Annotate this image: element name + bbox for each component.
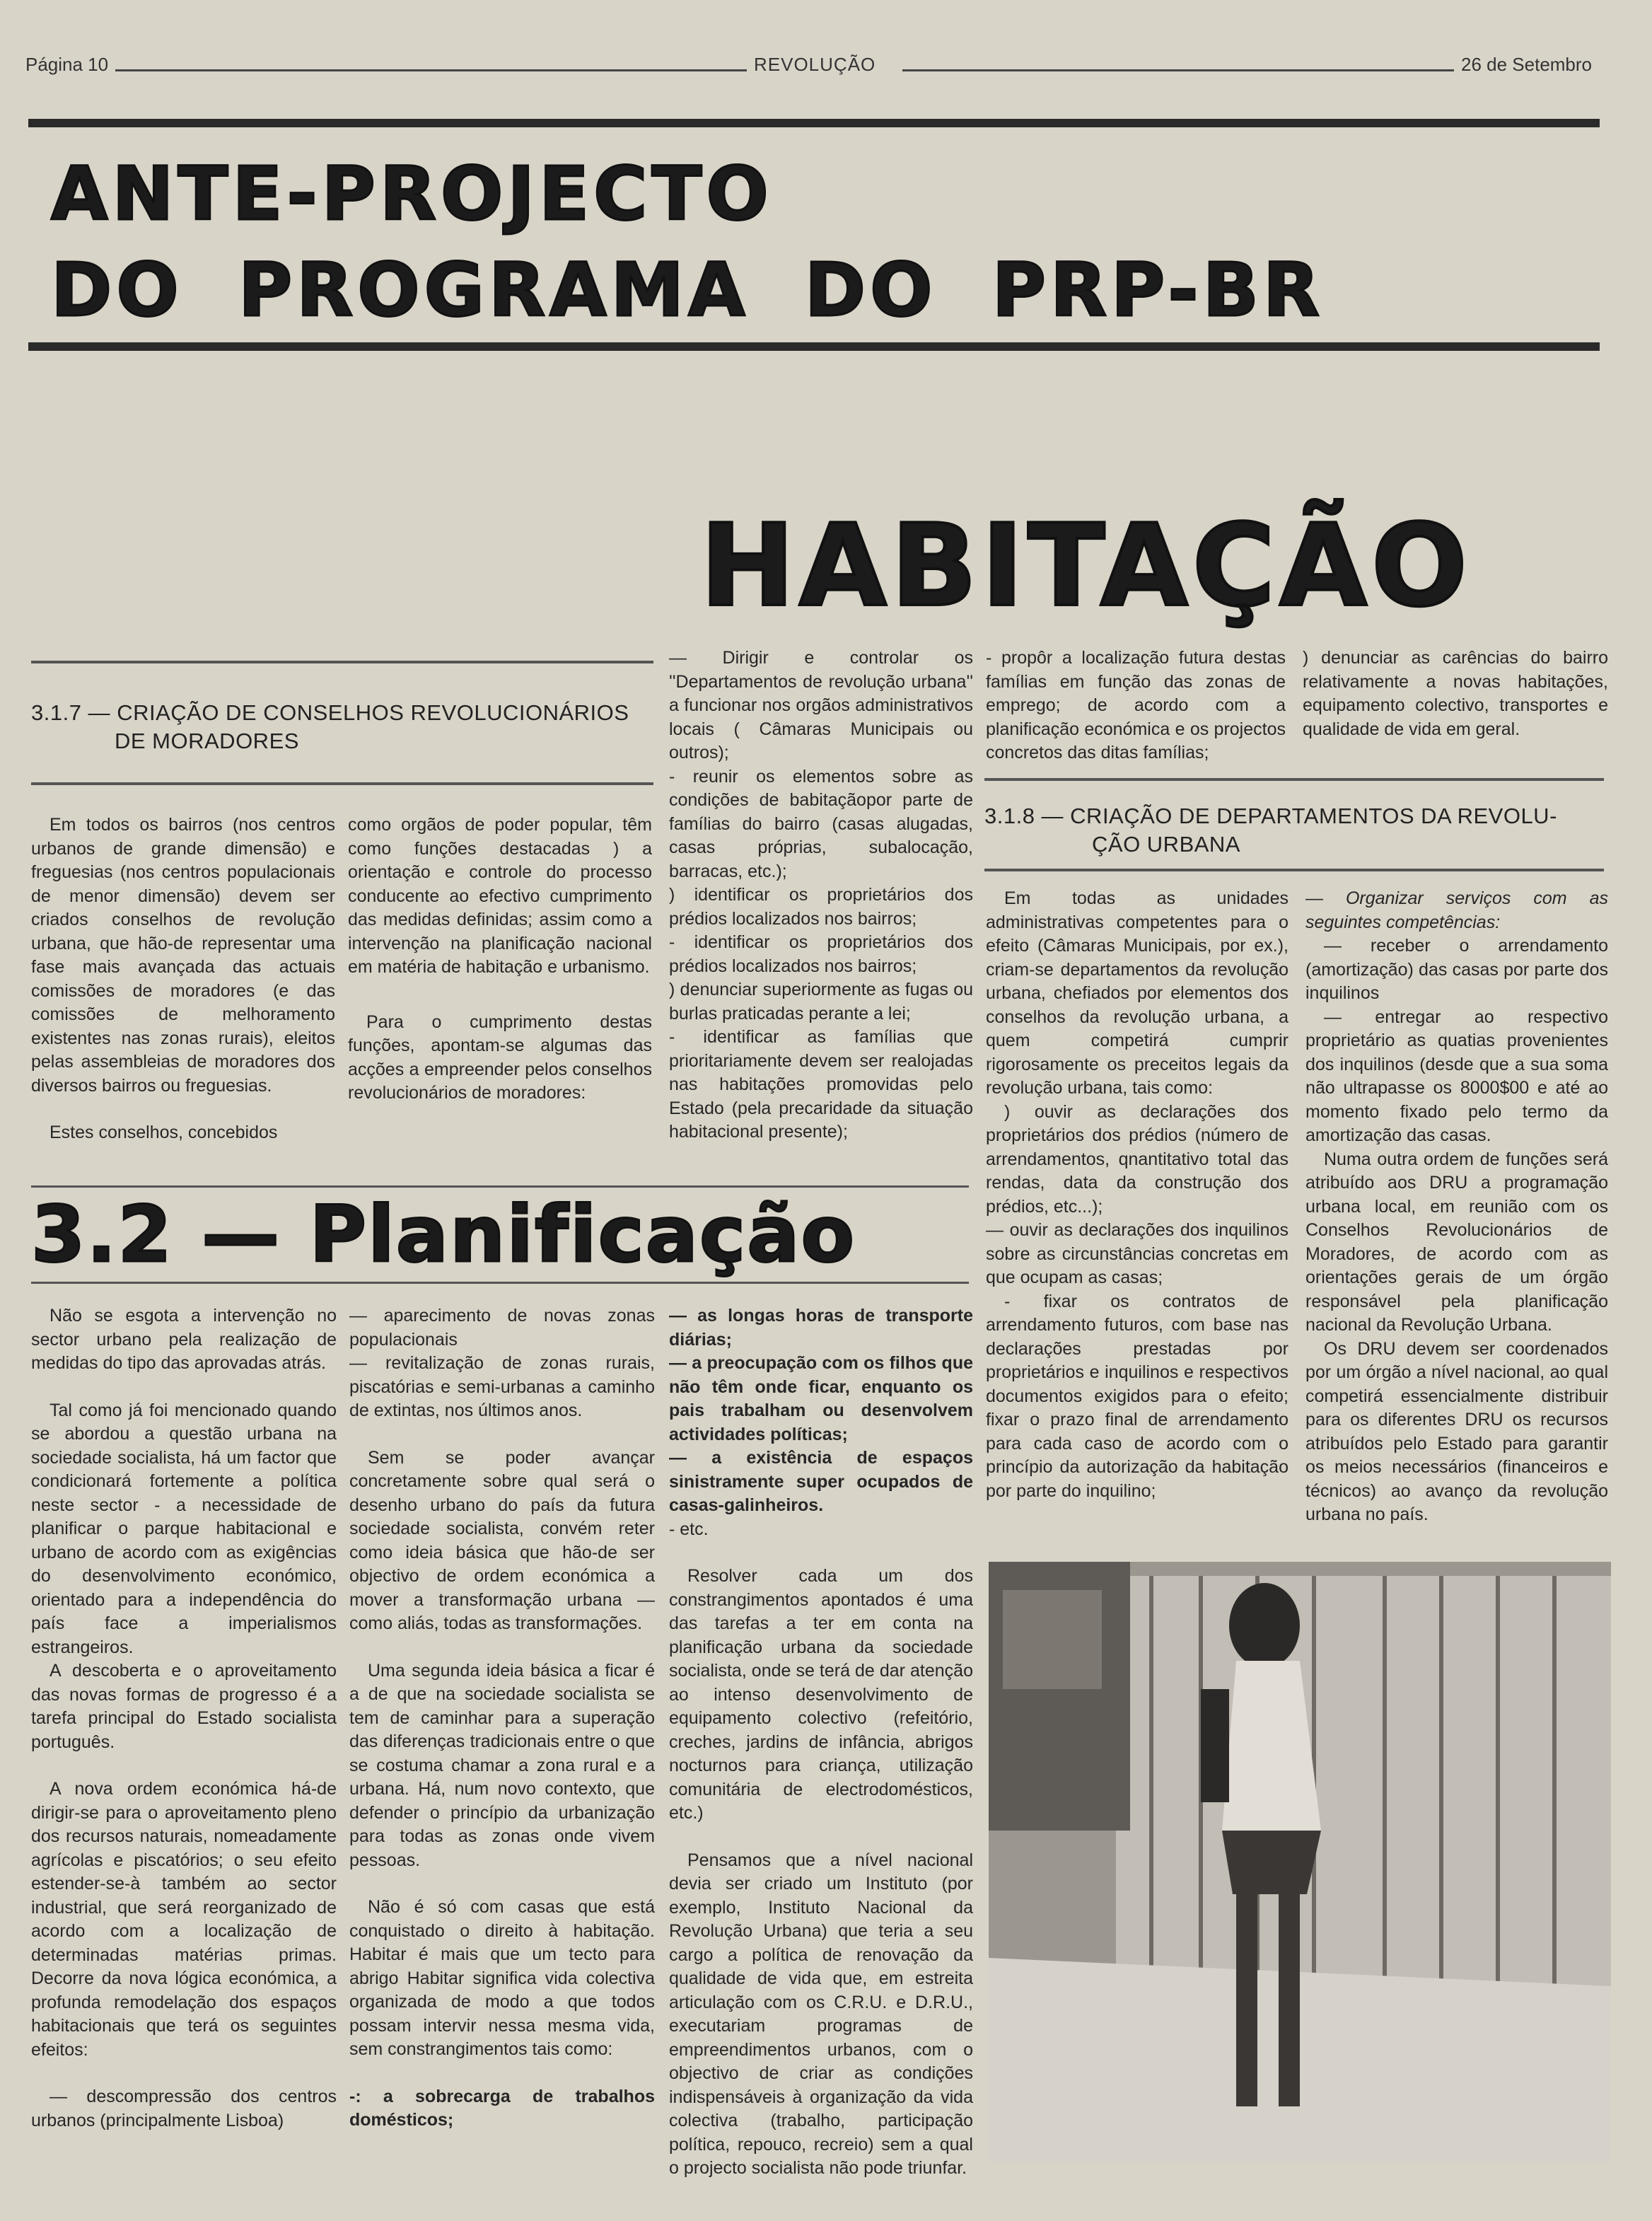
s32-list-item: — descompressão dos centros urbanos (principalmente Lisboa) xyxy=(31,2087,337,2130)
s318-list-item: — entregar ao respectivo proprietário as quatias provenientes dos inquilinos (desde que a sua soma não ultrapasse os 8000$00 e até ao momento fixado pelo termo da amortização das casas. xyxy=(1305,1007,1608,1145)
heading-3-1-7-line2: DE MORADORES xyxy=(115,729,299,753)
heading-3-1-7-line1: CRIAÇÃO DE CONSELHOS REVOLUCIONÁRIOS xyxy=(117,700,629,725)
s32-paragraph: Resolver cada um dos constrangimentos apontados é uma das tarefas a ter em conta na planificação urbana da sociedade socialista, onde se terá de dar atenção ao intenso desenvolvimento de equipamento colectivo (refeitório, creches, jardins de infância, abrigos nocturnos para criança, utilização comunitária de electrodomésticos, etc.) xyxy=(669,1566,973,1823)
s32-paragraph: Tal como já foi mencionado quando se abordou a questão urbana na sociedade socialista, há um factor que condicionará fortemente a política neste sector - a necessidade de planificar o parque habitacional e urbano de acordo com as exigências do desenvolvimento económico, orientado para a independência do país face a imperialismos estrangeiros. xyxy=(31,1400,337,1657)
s32-list-item: — a existência de espaços sinistramente super ocupados de casas-galinheiros. xyxy=(669,1448,973,1515)
s32-list-item: — as longas horas de transporte diárias; xyxy=(669,1306,973,1350)
s318-column-1 xyxy=(986,887,1289,1503)
s317-paragraph: Estes conselhos, concebidos xyxy=(50,1123,278,1142)
s32-list-item: - etc. xyxy=(669,1519,709,1539)
s317-list-item: ) denunciar as carências do bairro relativamente a novas habitações, equipamento colectivo, transportes e qualidade de vida em geral. xyxy=(1303,648,1608,739)
s317-column-4 xyxy=(986,646,1286,765)
s32-paragraph: Não é só com casas que está conquistado o direito à habitação. Habitar é mais que um tecto para abrigo Habitar significa vida colectiva organizada de modo a que todos possam intervir nessa mesma vida, sem constrangimentos tais como: xyxy=(349,1897,655,2059)
s32-paragraph: A descoberta e o aproveitamento das novas formas de progresso é a tarefa principal do Estado socialista português. xyxy=(31,1661,337,1752)
s317-list-item: - identificar as famílias que prioritariamente devem ser realojadas nas habitações promovidas pelo Estado (pela precaridade da situação habitacional presente); xyxy=(669,1027,973,1142)
s317-column-1 xyxy=(31,813,335,1145)
heading-3-1-7-number: 3.1.7 — xyxy=(31,700,111,725)
s32-list-item: — aparecimento de novas zonas populacionais xyxy=(349,1306,655,1350)
s318-list-item: ) ouvir as declarações dos proprietários dos prédios (número de arrendamentos, qnantitativo total das rendas, data da construção dos prédios, etc...); xyxy=(986,1101,1289,1217)
heading-3-2: 3.2 — Planificação xyxy=(31,1189,856,1280)
rule-317-top xyxy=(31,661,653,663)
issue-date: 26 de Setembro xyxy=(1454,54,1599,76)
s32-paragraph: Não se esgota a intervenção no sector urbano pela realização de medidas do tipo das aprovadas atrás. xyxy=(31,1306,337,1373)
section-title: HABITAÇÃO xyxy=(700,499,1472,632)
photo-illustration xyxy=(989,1562,1611,2163)
heading-3-1-7 xyxy=(31,699,653,755)
s32-paragraph: Uma segunda ideia básica a ficar é a de que na sociedade socialista se tem de caminhar para a superação das diferenças tradicionais entre o que se costuma chamar a zona rural e a urbana. Há, num novo contexto, que defender o princípio da urbanização para todas as zonas onde vivem pessoas. xyxy=(349,1660,655,1870)
s318-list-item: — receber o arrendamento (amortização) das casas por parte dos inquilinos xyxy=(1305,936,1608,1003)
heading-3-1-8 xyxy=(984,802,1607,859)
main-title-line2: DO PROGRAMA DO PRP-BR xyxy=(51,247,1324,333)
heading-3-1-8-line1: 3.1.8 — CRIAÇÃO DE DEPARTAMENTOS DA REVOLU- xyxy=(984,804,1557,828)
photo-child-by-shack xyxy=(989,1562,1611,2163)
s318-list-item: - fixar os contratos de arrendamento futuros, com base nas declarações prestadas por proprietários e inquilinos e respectivos documentos exigidos para o efeito; fixar o prazo final de arrendamento para cada caso de acordo com o princípio da autorização da habitação por parte do inquilino; xyxy=(986,1291,1289,1501)
heading-3-1-8-line2: ÇÃO URBANA xyxy=(1092,832,1240,857)
header-rule-right xyxy=(902,69,1461,71)
s317-paragraph: Em todos os bairros (nos centros urbanos de grande dimensão) e freguesias (nos centros populacionais de menor dimensão) devem ser criados conselhos de revolução urbana, que hão-de representar uma fase mais avançada das actuais comissões de moradores (e das comissões de melhoramento existentes nas zonas rurais), eleitos pelas assembleias de moradores dos diversos bairros ou freguesias. xyxy=(31,815,335,1096)
rule-32-bottom xyxy=(31,1282,969,1284)
s317-column-5 xyxy=(1303,646,1608,741)
s32-paragraph: Sem se poder avançar concretamente sobre qual será o desenho urbano do país da futura sociedade socialista, convém reter como ideia básica que hão-de ser objectivo de ordem económica a mover a transformação urbana — como aliás, todas as transformações. xyxy=(349,1447,655,1633)
s318-paragraph: Os DRU devem ser coordenados por um órgão a nível nacional, ao qual competirá essencialmente distribuir para os diferentes DRU os recursos atribuídos pelo Estado para garantir os meios necessários (financeiros e técnicos) ao avanço da revolução urbana no país. xyxy=(1305,1338,1608,1524)
s32-paragraph: A nova ordem económica há-de dirigir-se para o aproveitamento pleno dos recursos naturais, nomeadamente agrícolas e piscatórios; o seu efeito estender-se-à também ao sector industrial, que será reorganizado de acordo com a localização de determinadas matérias primas. Decorre da nova lógica económica, a profunda remodelação dos espaços habitacionais que terá os seguintes efeitos: xyxy=(31,1779,337,2060)
masthead-bottom-bar xyxy=(28,342,1600,351)
running-header xyxy=(25,50,1602,81)
main-title-line1: ANTE-PROJECTO xyxy=(51,151,773,237)
paper-name: REVOLUÇÃO xyxy=(747,54,883,76)
s32-paragraph: Pensamos que a nível nacional devia ser criado um Instituto (por exemplo, Instituto Nacional da Revolução Urbana) que teria a seu cargo a política de renovação da qualidade de vida que, em estreita articulação com os C.R.U. e D.R.U., executariam programas de empreendimentos urbanos, com o objectivo de criar as condições indispensáveis à organização da vida colectiva (trabalho, participação política, repouco, recreio) sem a qual o projecto socialista não pode triunfar. xyxy=(669,1850,973,2178)
s317-list-item: - reunir os elementos sobre as condições de babitaçãopor parte de famílias do bairro (casas alugadas, casas próprias, subalocação, barracas, etc.); xyxy=(669,766,973,881)
s317-list-item: ) denunciar superiormente as fugas ou burlas praticadas perante a lei; xyxy=(669,980,973,1023)
rule-32-top xyxy=(31,1185,969,1188)
s317-paragraph: Para o cumprimento destas funções, apontam-se algumas das acções a empreender pelos conselhos revolucionários de moradores: xyxy=(348,1011,652,1103)
s318-column-2 xyxy=(1305,887,1608,1527)
s317-list-item: ) identificar os proprietários dos prédios localizados nos bairros; xyxy=(669,885,973,929)
header-rule-left xyxy=(103,69,754,71)
s32-column-2 xyxy=(349,1304,655,2133)
s317-paragraph: como orgãos de poder popular, têm como funções destacadas ) a orientação e controle do processo conducente ao efectivo cumprimento das medidas definidas; assim como a intervenção na planificação nacional em matéria de habitação e urbanismo. xyxy=(348,815,652,977)
s317-list-item: - propôr a localização futura destas famílias em função das zonas de emprego; de acordo com a planificação económica e os projectos concretos das ditas famílias; xyxy=(986,648,1286,762)
s317-list-item: — Dirigir e controlar os ''Departamentos de revolução urbana'' a funcionar nos orgãos administrativos locais ( Câmaras Municipais ou outros); xyxy=(669,648,973,762)
s32-list-item: -: a sobrecarga de trabalhos domésticos; xyxy=(349,2086,655,2130)
s317-column-2 xyxy=(348,813,652,1106)
s32-list-item: — revitalização de zonas rurais, piscatórias e semi-urbanas a caminho de extintas, nos últimos anos. xyxy=(349,1353,655,1420)
rule-318-top xyxy=(984,778,1604,781)
s317-column-3 xyxy=(669,646,973,1144)
s32-column-3 xyxy=(669,1304,973,2181)
s318-list-item: — ouvir as declarações dos inquilinos sobre as circunstâncias concretas em que ocupam as casas; xyxy=(986,1220,1289,1287)
s318-paragraph: Numa outra ordem de funções será atribuído aos DRU a programação urbana local, em reunião com os Conselhos Revolucionários de Moradores, de acordo com as orientações gerais de um órgão responsável pela planificação nacional da Revolução Urbana. xyxy=(1305,1149,1608,1335)
rule-317-bottom xyxy=(31,782,653,785)
masthead-top-bar xyxy=(28,119,1600,127)
s32-list-item: — a preocupação com os filhos que não têm onde ficar, enquanto os pais trabalham ou desenvolvem actividades políticas; xyxy=(669,1353,973,1444)
s32-column-1 xyxy=(31,1304,337,2133)
page-number: Página 10 xyxy=(18,54,115,76)
s317-list-item: - identificar os proprietários dos prédios localizados nos bairros; xyxy=(669,932,973,976)
rule-318-bottom xyxy=(984,869,1604,871)
s318-paragraph: Em todas as unidades administrativas competentes para o efeito (Câmaras Municipais, por ex.), criam-se departamentos da revolução urbana, chefiados por elementos dos conselhos da revolução urbana, a quem competirá cumprir rigorosamente os preceitos legais da revolução urbana, tais como: xyxy=(986,888,1289,1098)
s318-services-lead: — Organizar serviços com as seguintes competências: xyxy=(1305,888,1608,932)
